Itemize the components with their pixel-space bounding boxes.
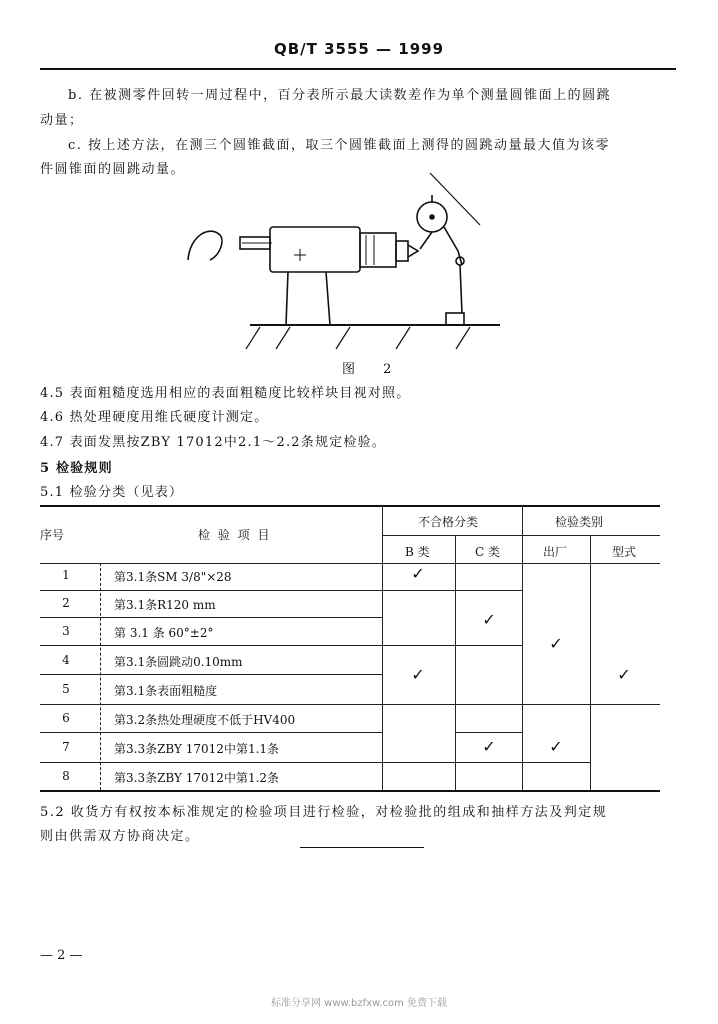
row-2-no: 2 (62, 596, 70, 610)
col-b-divider (455, 535, 456, 790)
row-5-no: 5 (62, 682, 70, 696)
row-rule (382, 645, 522, 646)
check-mark: ✓ (549, 737, 563, 756)
figure-2-drawing (180, 165, 510, 355)
row-rule (40, 704, 660, 705)
figure-caption: 图 2 (342, 362, 404, 377)
row-3-no: 3 (62, 624, 70, 638)
section-5-1: 5.1 检验分类（见表） (40, 485, 184, 500)
row-rule (40, 674, 382, 675)
header-factory: 出厂 (543, 545, 568, 559)
col-seq-divider (100, 563, 101, 790)
section-4-6: 4.6 热处理硬度用维氏硬度计测定。 (40, 410, 269, 425)
header-nonconform: 不合格分类 (418, 515, 479, 529)
row-8-no: 8 (62, 769, 70, 783)
table-top-rule (40, 505, 660, 507)
check-mark: ✓ (617, 665, 631, 684)
header-seq: 序号 (40, 528, 65, 542)
para-b-line2: 动量； (40, 113, 84, 128)
header-mid-rule (382, 535, 660, 536)
end-rule (300, 847, 424, 848)
row-7-item: 第3.3条ZBY 17012中第1.1条 (114, 742, 280, 756)
header-inspect-type: 检验类别 (555, 515, 604, 529)
col-item-divider (382, 505, 383, 790)
watermark-text: 标准分享网 www.bzfxw.com 免费下载 (271, 998, 447, 1009)
row-rule (40, 645, 382, 646)
check-mark: ✓ (482, 737, 496, 756)
section-5-2-line2: 则由供需双方协商决定。 (40, 829, 200, 844)
page-number: — 2 — (40, 948, 83, 963)
header-item: 检 验 项 目 (198, 528, 272, 542)
col-c-divider (522, 505, 523, 790)
row-5-item: 第3.1条表面粗糙度 (114, 684, 218, 698)
section-4-7: 4.7 表面发黑按ZBY 17012中2.1～2.2条规定检验。 (40, 435, 386, 450)
para-c-line1: c. 按上述方法，在测三个圆锥截面，取三个圆锥截面上测得的圆跳动量最大值为该零 (68, 138, 611, 153)
row-rule (382, 590, 522, 591)
row-rule (40, 590, 382, 591)
header-c-class: C 类 (475, 545, 500, 559)
section-5-2-line1: 5.2 收货方有权按本标准规定的检验项目进行检验，对检验批的组成和抽样方法及判定规 (40, 805, 608, 820)
row-rule (382, 762, 590, 763)
check-mark: ✓ (411, 564, 425, 583)
header-rule (40, 68, 676, 70)
para-c-line2: 件圆锥面的圆跳动量。 (40, 162, 186, 177)
row-rule (455, 732, 522, 733)
check-mark: ✓ (411, 665, 425, 684)
section-4-5: 4.5 表面粗糙度选用相应的表面粗糙度比较样块目视对照。 (40, 386, 411, 401)
row-rule (40, 617, 382, 618)
check-mark: ✓ (482, 610, 496, 629)
col-factory-divider (590, 535, 591, 790)
section-5-heading: 5 检验规则 (40, 461, 113, 476)
header-b-class: B 类 (405, 545, 430, 559)
row-7-no: 7 (62, 740, 70, 754)
row-4-item: 第3.1条圆跳动0.10mm (114, 655, 243, 669)
para-b-line1: b. 在被测零件回转一周过程中，百分表所示最大读数差作为单个测量圆锥面上的圆跳 (68, 88, 612, 103)
row-8-item: 第3.3条ZBY 17012中第1.2条 (114, 771, 280, 785)
row-3-item: 第 3.1 条 60°±2° (114, 626, 214, 640)
row-1-no: 1 (62, 568, 70, 582)
row-2-item: 第3.1条R120 mm (114, 598, 216, 612)
standard-number: QB/T 3555 — 1999 (273, 40, 445, 58)
row-1-item: 第3.1条SM 3/8"×28 (114, 570, 232, 584)
row-6-no: 6 (62, 711, 70, 725)
header-bottom-rule (40, 563, 660, 564)
table-bottom-rule (40, 790, 660, 792)
row-6-item: 第3.2条热处理硬度不低于HV400 (114, 713, 296, 727)
row-rule (40, 732, 382, 733)
check-mark: ✓ (549, 634, 563, 653)
header-type-test: 型式 (612, 545, 637, 559)
row-rule (40, 762, 382, 763)
row-4-no: 4 (62, 653, 70, 667)
